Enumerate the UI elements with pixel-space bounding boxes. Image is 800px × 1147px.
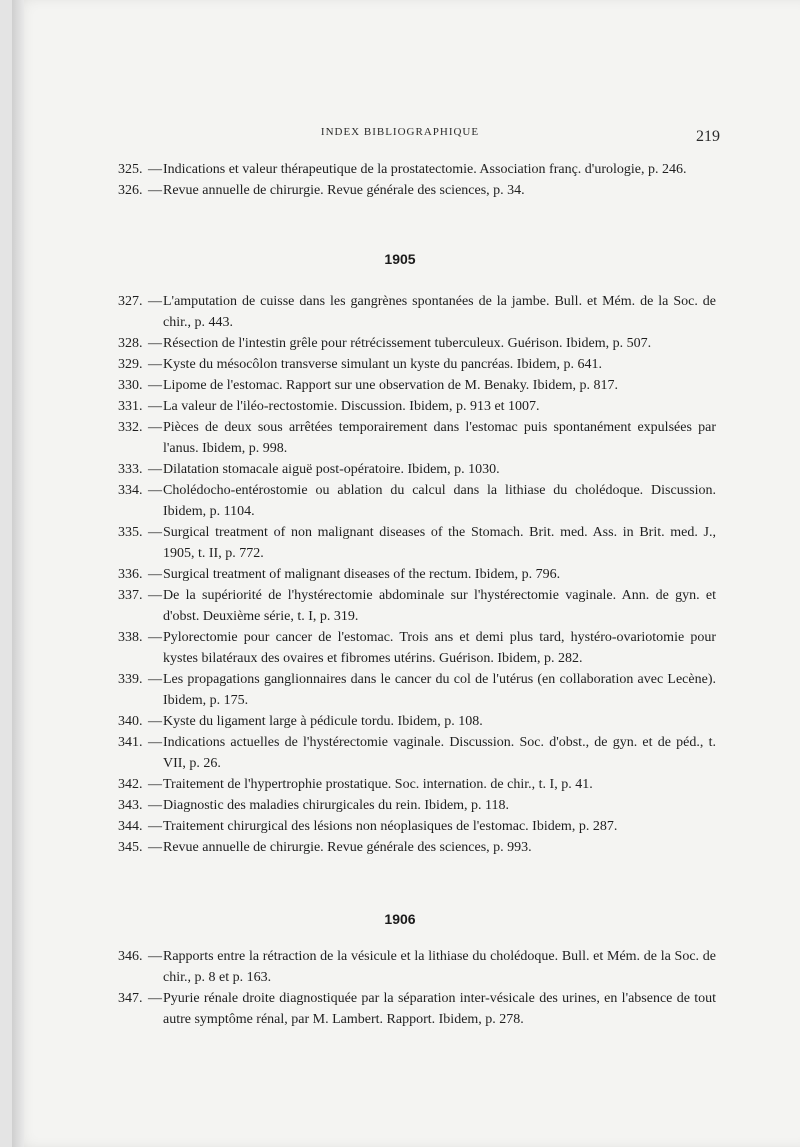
entry-text: Lipome de l'estomac. Rapport sur une observation de M. Benaky. Ibidem, p. 817. bbox=[163, 378, 618, 393]
entry-number: 346. bbox=[118, 949, 143, 964]
entry-text: Indications et valeur thérapeutique de la prostatectomie. Association franç. d'urologie, p. 246. bbox=[163, 162, 687, 177]
bibliography-entry: 342. —Traitement de l'hypertrophie prostatique. Soc. internation. de chir., t. I, p. 41. bbox=[0, 774, 800, 795]
bibliography-entry: 333. —Dilatation stomacale aiguë post-opératoire. Ibidem, p. 1030. bbox=[0, 459, 800, 480]
bibliography-entry: 326. —Revue annuelle de chirurgie. Revue générale des sciences, p. 34. bbox=[0, 180, 800, 201]
entry-number: 326. bbox=[118, 183, 143, 198]
entry-text: La valeur de l'iléo-rectostomie. Discussion. Ibidem, p. 913 et 1007. bbox=[163, 399, 540, 414]
entry-list-1905 bbox=[0, 291, 800, 858]
running-title: INDEX BIBLIOGRAPHIQUE bbox=[320, 126, 480, 138]
bibliography-entry: 337. —De la supériorité de l'hystérectomie abdominale sur l'hystérectomie vaginale. Ann. de gyn. et d'obst. Deuxième série, t. I, p. 319. bbox=[0, 585, 800, 627]
bibliography-entry: 340. —Kyste du ligament large à pédicule tordu. Ibidem, p. 108. bbox=[0, 711, 800, 732]
entry-number: 332. bbox=[118, 420, 143, 435]
bibliography-entry: 338. —Pylorectomie pour cancer de l'estomac. Trois ans et demi plus tard, hystéro-ovariotomie pour kystes bilatéraux des ovaires et fibromes utérins. Guérison. Ibidem, p. 282. bbox=[0, 627, 800, 669]
entry-list-1906 bbox=[0, 946, 800, 1030]
bibliography-entry: 335. —Surgical treatment of non malignant diseases of the Stomach. Brit. med. Ass. in Brit. med. J., 1905, t. II, p. 772. bbox=[0, 522, 800, 564]
entry-text: Pylorectomie pour cancer de l'estomac. Trois ans et demi plus tard, hystéro-ovariotomie pour kystes bilatéraux des ovaires et fibromes utérins. Guérison. Ibidem, p. 282. bbox=[163, 630, 716, 666]
entry-text: Pièces de deux sous arrêtées temporairement dans l'estomac puis spontanément expulsées par l'anus. Ibidem, p. 998. bbox=[163, 420, 716, 456]
entry-text: Diagnostic des maladies chirurgicales du rein. Ibidem, p. 118. bbox=[163, 798, 510, 813]
bibliography-entry: 336. —Surgical treatment of malignant diseases of the rectum. Ibidem, p. 796. bbox=[0, 564, 800, 585]
entry-number: 334. bbox=[118, 483, 143, 498]
entry-number: 345. bbox=[118, 840, 143, 855]
bibliography-entry: 329. —Kyste du mésocôlon transverse simulant un kyste du pancréas. Ibidem, p. 641. bbox=[0, 354, 800, 375]
entry-text: Pyurie rénale droite diagnostiquée par la séparation inter-vésicale des urines, en l'absence de tout autre symptôme rénal, par M. Lambert. Rapport. Ibidem, p. 278. bbox=[163, 991, 716, 1027]
bibliography-entry: 327. —L'amputation de cuisse dans les gangrènes spontanées de la jambe. Bull. et Mém. de la Soc. de chir., p. 443. bbox=[0, 291, 800, 333]
page-number: 219 bbox=[696, 128, 720, 145]
entry-text: Rapports entre la rétraction de la vésicule et la lithiase du cholédoque. Bull. et Mém. de la Soc. de chir., p. 8 et p. 163. bbox=[163, 949, 716, 985]
bibliography-entry: 346. —Rapports entre la rétraction de la vésicule et la lithiase du cholédoque. Bull. et Mém. de la Soc. de chir., p. 8 et p. 163. bbox=[0, 946, 800, 988]
bibliography-entry: 328. —Résection de l'intestin grêle pour rétrécissement tuberculeux. Guérison. Ibidem, p. 507. bbox=[0, 333, 800, 354]
bibliography-entry: 334. —Cholédocho-entérostomie ou ablation du calcul dans la lithiase du cholédoque. Discussion. Ibidem, p. 1104. bbox=[0, 480, 800, 522]
entry-list-1904 bbox=[0, 159, 800, 201]
entry-number: 336. bbox=[118, 567, 143, 582]
entry-number: 337. bbox=[118, 588, 143, 603]
entry-text: Indications actuelles de l'hystérectomie vaginale. Discussion. Soc. d'obst., de gyn. et de péd., t. VII, p. 26. bbox=[163, 735, 716, 771]
entry-number: 330. bbox=[118, 378, 143, 393]
entry-number: 333. bbox=[118, 462, 143, 477]
bibliography-entry: 347. —Pyurie rénale droite diagnostiquée par la séparation inter-vésicale des urines, en l'absence de tout autre symptôme rénal, par M. Lambert. Rapport. Ibidem, p. 278. bbox=[0, 988, 800, 1030]
entry-number: 331. bbox=[118, 399, 143, 414]
entry-text: Surgical treatment of non malignant diseases of the Stomach. Brit. med. Ass. in Brit. med. J., 1905, t. II, p. 772. bbox=[163, 525, 716, 561]
bibliography-entry: 330. —Lipome de l'estomac. Rapport sur une observation de M. Benaky. Ibidem, p. 817. bbox=[0, 375, 800, 396]
entry-text: L'amputation de cuisse dans les gangrènes spontanées de la jambe. Bull. et Mém. de la Soc. de chir., p. 443. bbox=[163, 294, 716, 330]
entry-text: Surgical treatment of malignant diseases of the rectum. Ibidem, p. 796. bbox=[163, 567, 561, 582]
entry-text: Revue annuelle de chirurgie. Revue générale des sciences, p. 993. bbox=[163, 840, 532, 855]
bibliography-entry: 341. —Indications actuelles de l'hystérectomie vaginale. Discussion. Soc. d'obst., de gyn. et de péd., t. VII, p. 26. bbox=[0, 732, 800, 774]
entry-text: Traitement chirurgical des lésions non néoplasiques de l'estomac. Ibidem, p. 287. bbox=[163, 819, 618, 834]
entry-number: 328. bbox=[118, 336, 143, 351]
year-heading-1905: 1905 bbox=[384, 251, 416, 267]
entry-text: De la supériorité de l'hystérectomie abdominale sur l'hystérectomie vaginale. Ann. de gyn. et d'obst. Deuxième série, t. I, p. 319. bbox=[163, 588, 716, 624]
bibliography-entry: 343. —Diagnostic des maladies chirurgicales du rein. Ibidem, p. 118. bbox=[0, 795, 800, 816]
entry-number: 341. bbox=[118, 735, 143, 750]
entry-number: 342. bbox=[118, 777, 143, 792]
entry-text: Kyste du ligament large à pédicule tordu. Ibidem, p. 108. bbox=[163, 714, 483, 729]
entry-number: 339. bbox=[118, 672, 143, 687]
entry-number: 325. bbox=[118, 162, 143, 177]
bibliography-entry: 345. —Revue annuelle de chirurgie. Revue générale des sciences, p. 993. bbox=[0, 837, 800, 858]
bibliography-entry: 344. —Traitement chirurgical des lésions non néoplasiques de l'estomac. Ibidem, p. 287. bbox=[0, 816, 800, 837]
entry-text: Cholédocho-entérostomie ou ablation du calcul dans la lithiase du cholédoque. Discussion. Ibidem, p. 1104. bbox=[163, 483, 716, 519]
entry-text: Revue annuelle de chirurgie. Revue générale des sciences, p. 34. bbox=[163, 183, 525, 198]
entry-number: 343. bbox=[118, 798, 143, 813]
bibliography-entry: 331. —La valeur de l'iléo-rectostomie. Discussion. Ibidem, p. 913 et 1007. bbox=[0, 396, 800, 417]
entry-number: 335. bbox=[118, 525, 143, 540]
entry-text: Kyste du mésocôlon transverse simulant un kyste du pancréas. Ibidem, p. 641. bbox=[163, 357, 602, 372]
entry-text: Dilatation stomacale aiguë post-opératoire. Ibidem, p. 1030. bbox=[163, 462, 500, 477]
year-heading-1906: 1906 bbox=[384, 911, 416, 927]
entry-text: Résection de l'intestin grêle pour rétrécissement tuberculeux. Guérison. Ibidem, p. 507. bbox=[163, 336, 652, 351]
entry-number: 340. bbox=[118, 714, 143, 729]
bibliography-entry: 332. —Pièces de deux sous arrêtées temporairement dans l'estomac puis spontanément expulsées par l'anus. Ibidem, p. 998. bbox=[0, 417, 800, 459]
entry-number: 344. bbox=[118, 819, 143, 834]
entry-number: 347. bbox=[118, 991, 143, 1006]
entry-text: Traitement de l'hypertrophie prostatique. Soc. internation. de chir., t. I, p. 41. bbox=[163, 777, 593, 792]
entry-text: Les propagations ganglionnaires dans le cancer du col de l'utérus (en collaboration avec Lecène). Ibidem, p. 175. bbox=[163, 672, 716, 708]
entry-number: 327. bbox=[118, 294, 143, 309]
entry-number: 329. bbox=[118, 357, 143, 372]
bibliography-entry: 325. —Indications et valeur thérapeutique de la prostatectomie. Association franç. d'urologie, p. 246. bbox=[0, 159, 800, 180]
bibliography-entry: 339. —Les propagations ganglionnaires dans le cancer du col de l'utérus (en collaboration avec Lecène). Ibidem, p. 175. bbox=[0, 669, 800, 711]
entry-number: 338. bbox=[118, 630, 143, 645]
